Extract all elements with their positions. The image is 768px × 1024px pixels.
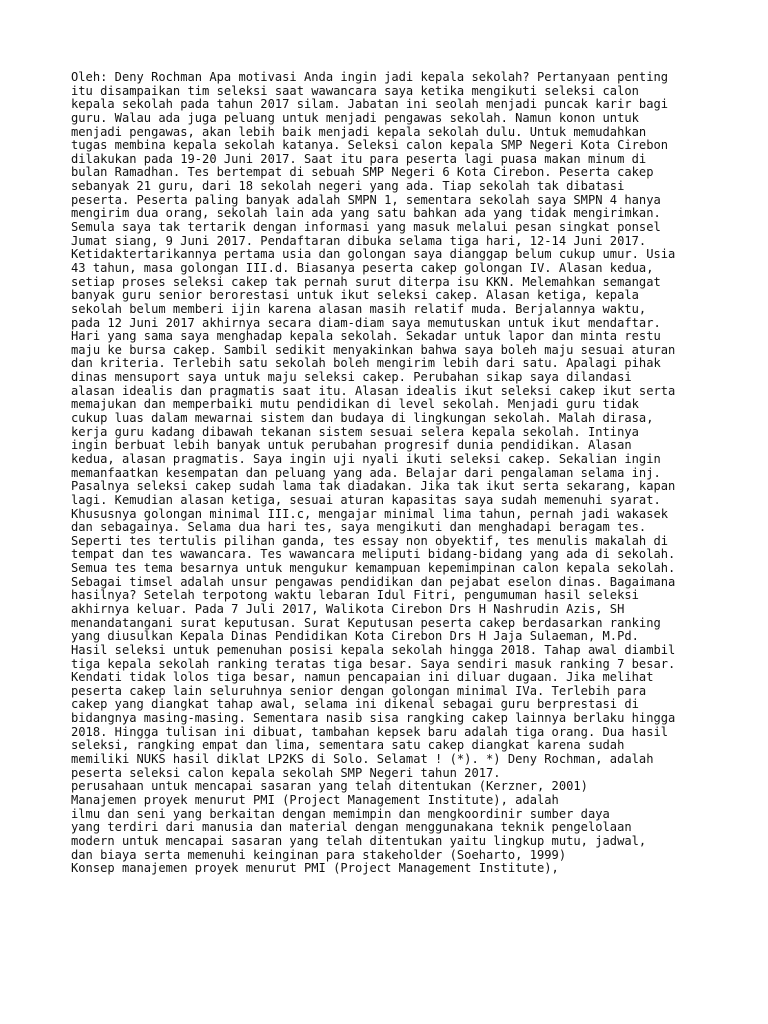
text-line: ilmu dan seni yang berkaitan dengan memimpin dan mengkoordinir sumber daya: [71, 806, 610, 821]
text-line: bidangnya masing-masing. Sementara nasib sisa rangking cakep lainnya berlaku hingga: [71, 711, 676, 726]
text-line: tiga kepala sekolah ranking teratas tiga besar. Saya sendiri masuk ranking 7 besar.: [71, 656, 676, 671]
text-line: maju ke bursa cakep. Sambil sedikit menyakinkan bahwa saya boleh maju sesuai aturan: [71, 342, 676, 357]
text-line: Oleh: Deny Rochman Apa motivasi Anda ingin jadi kepala sekolah? Pertanyaan penting: [71, 70, 669, 84]
text-line: tugas membina kepala sekolah katanya. Seleksi calon kepala SMP Negeri Kota Cirebon: [71, 138, 669, 153]
text-line: Sebagai timsel adalah unsur pengawas pendidikan dan pejabat eselon dinas. Bagaimana: [71, 574, 676, 589]
text-line: Jumat siang, 9 Juni 2017. Pendaftaran dibuka selama tiga hari, 12-14 Juni 2017.: [71, 233, 647, 248]
text-line: menjadi pengawas, akan lebih baik menjadi kepala sekolah dulu. Untuk memudahkan: [71, 124, 647, 139]
text-line: dinas mensuport saya untuk maju seleksi cakep. Perubahan sikap saya dilandasi: [71, 370, 632, 385]
text-line: Manajemen proyek menurut PMI (Project Management Institute), adalah: [71, 792, 559, 807]
text-line: akhirnya keluar. Pada 7 Juli 2017, Walikota Cirebon Drs H Nashrudin Azis, SH: [71, 601, 625, 616]
text-line: Semua tes tema besarnya untuk mengukur kemampuan kepemimpinan calon kepala sekolah.: [71, 561, 676, 576]
text-line: sebanyak 21 guru, dari 18 sekolah negeri yang ada. Tiap sekolah tak dibatasi: [71, 179, 625, 194]
text-line: lagi. Kemudian alasan ketiga, sesuai aturan kapasitas saya sudah memenuhi syarat.: [71, 492, 661, 507]
text-line: Khususnya golongan minimal III.c, mengajar minimal lima tahun, pernah jadi wakasek: [71, 506, 669, 521]
text-line: 43 tahun, masa golongan III.d. Biasanya peserta cakep golongan IV. Alasan kedua,: [71, 260, 654, 275]
text-line: tempat dan tes wawancara. Tes wawancara meliputi bidang-bidang yang ada di sekolah.: [71, 547, 676, 562]
text-line: Konsep manajemen proyek menurut PMI (Project Management Institute),: [71, 861, 559, 876]
text-line: mengirim dua orang, sekolah lain ada yang satu bahkan ada yang tidak mengirimkan.: [71, 206, 661, 221]
text-line: Hari yang sama saya menghadap kepala sekolah. Sekadar untuk lapor dan minta restu: [71, 329, 661, 344]
text-line: Pasalnya seleksi cakep sudah lama tak diadakan. Jika tak ikut serta sekarang, kapan: [71, 479, 676, 494]
text-line: Ketidaktertarikannya pertama usia dan golongan saya dianggap belum cukup umur. Usia: [71, 247, 676, 262]
text-line: memiliki NUKS hasil diklat LP2KS di Solo. Selamat ! (*). *) Deny Rochman, adalah: [71, 752, 654, 767]
text-line: alasan idealis dan pragmatis saat itu. Alasan idealis ikut seleksi cakep ikut serta: [71, 383, 676, 398]
text-line: modern untuk mencapai sasaran yang telah ditentukan yaitu lingkup mutu, jadwal,: [71, 833, 647, 848]
text-line: cukup luas dalam mewarnai sistem dan budaya di lingkungan sekolah. Malah dirasa,: [71, 411, 654, 426]
text-line: kerja guru kadang dibawah tekanan sistem sesuai selera kepala sekolah. Intinya: [71, 424, 639, 439]
text-line: yang diusulkan Kepala Dinas Pendidikan Kota Cirebon Drs H Jaja Sulaeman, M.Pd.: [71, 629, 639, 644]
text-line: Seperti tes tertulis pilihan ganda, tes essay non obyektif, tes menulis makalah di: [71, 533, 669, 548]
text-line: dan sebagainya. Selama dua hari tes, saya mengikuti dan menghadapi beragam tes.: [71, 520, 647, 535]
text-line: hasilnya? Setelah terpotong waktu lebaran Idul Fitri, pengumuman hasil seleksi: [71, 588, 639, 603]
text-line: itu disampaikan tim seleksi saat wawancara saya ketika mengikuti seleksi calon: [71, 83, 639, 98]
text-line: guru. Walau ada juga peluang untuk menjadi pengawas sekolah. Namun konon untuk: [71, 110, 639, 125]
text-line: banyak guru senior berorestasi untuk ikut seleksi cakep. Alasan ketiga, kepala: [71, 288, 639, 303]
text-line: dilakukan pada 19-20 Juni 2017. Saat itu para peserta lagi puasa makan minum di: [71, 151, 647, 166]
text-line: Kendati tidak lolos tiga besar, namun pencapaian ini diluar dugaan. Jika melihat: [71, 670, 654, 685]
text-line: cakep yang diangkat tahap awal, selama ini dikenal sebagai guru berprestasi di: [71, 697, 639, 712]
text-line: pada 12 Juni 2017 akhirnya secara diam-diam saya memutuskan untuk ikut mendaftar.: [71, 315, 661, 330]
text-line: perusahaan untuk mencapai sasaran yang telah ditentukan (Kerzner, 2001): [71, 779, 588, 794]
text-line: Semula saya tak tertarik dengan informasi yang masuk melalui pesan singkat ponsel: [71, 220, 661, 235]
text-line: kedua, alasan pragmatis. Saya ingin uji nyali ikuti seleksi cakep. Sekalian ingin: [71, 451, 661, 466]
text-line: Hasil seleksi untuk pemenuhan posisi kepala sekolah hingga 2018. Tahap awal diambil: [71, 642, 676, 657]
text-line: menandatangani surat keputusan. Surat Keputusan peserta cakep berdasarkan ranking: [71, 615, 661, 630]
text-line: setiap proses seleksi cakep tak pernah surut diterpa isu KKN. Melemahkan semangat: [71, 274, 661, 289]
text-line: seleksi, rangking empat dan lima, sementara satu cakep diangkat karena sudah: [71, 738, 625, 753]
text-line: memanfaatkan kesempatan dan peluang yang ada. Belajar dari pengalaman selama inj.: [71, 465, 661, 480]
text-line: peserta cakep lain seluruhnya senior dengan golongan minimal IVa. Terlebih para: [71, 683, 647, 698]
text-line: memajukan dan memperbaiki mutu pendidikan di level sekolah. Menjadi guru tidak: [71, 397, 639, 412]
text-line: 2018. Hingga tulisan ini dibuat, tambahan kepsek baru adalah tiga orang. Dua hasil: [71, 724, 669, 739]
document-page: [71, 71, 711, 876]
text-line: kepala sekolah pada tahun 2017 silam. Jabatan ini seolah menjadi puncak karir bagi: [71, 97, 669, 112]
text-line: ingin berbuat lebih banyak untuk perubahan progresif dunia pendidikan. Alasan: [71, 438, 632, 453]
text-line: sekolah belum memberi ijin karena alasan masih relatif muda. Berjalannya waktu,: [71, 301, 647, 316]
text-line: dan kriteria. Terlebih satu sekolah boleh mengirim lebih dari satu. Apalagi pihak: [71, 356, 661, 371]
text-line: peserta seleksi calon kepala sekolah SMP Negeri tahun 2017.: [71, 765, 501, 780]
text-line: dan biaya serta memenuhi keinginan para stakeholder (Soeharto, 1999): [71, 847, 567, 862]
text-line: bulan Ramadhan. Tes bertempat di sebuah SMP Negeri 6 Kota Cirebon. Peserta cakep: [71, 165, 654, 180]
text-line: yang terdiri dari manusia dan material dengan menggunakana teknik pengelolaan: [71, 820, 632, 835]
text-line: peserta. Peserta paling banyak adalah SMPN 1, sementara sekolah saya SMPN 4 hanya: [71, 192, 661, 207]
